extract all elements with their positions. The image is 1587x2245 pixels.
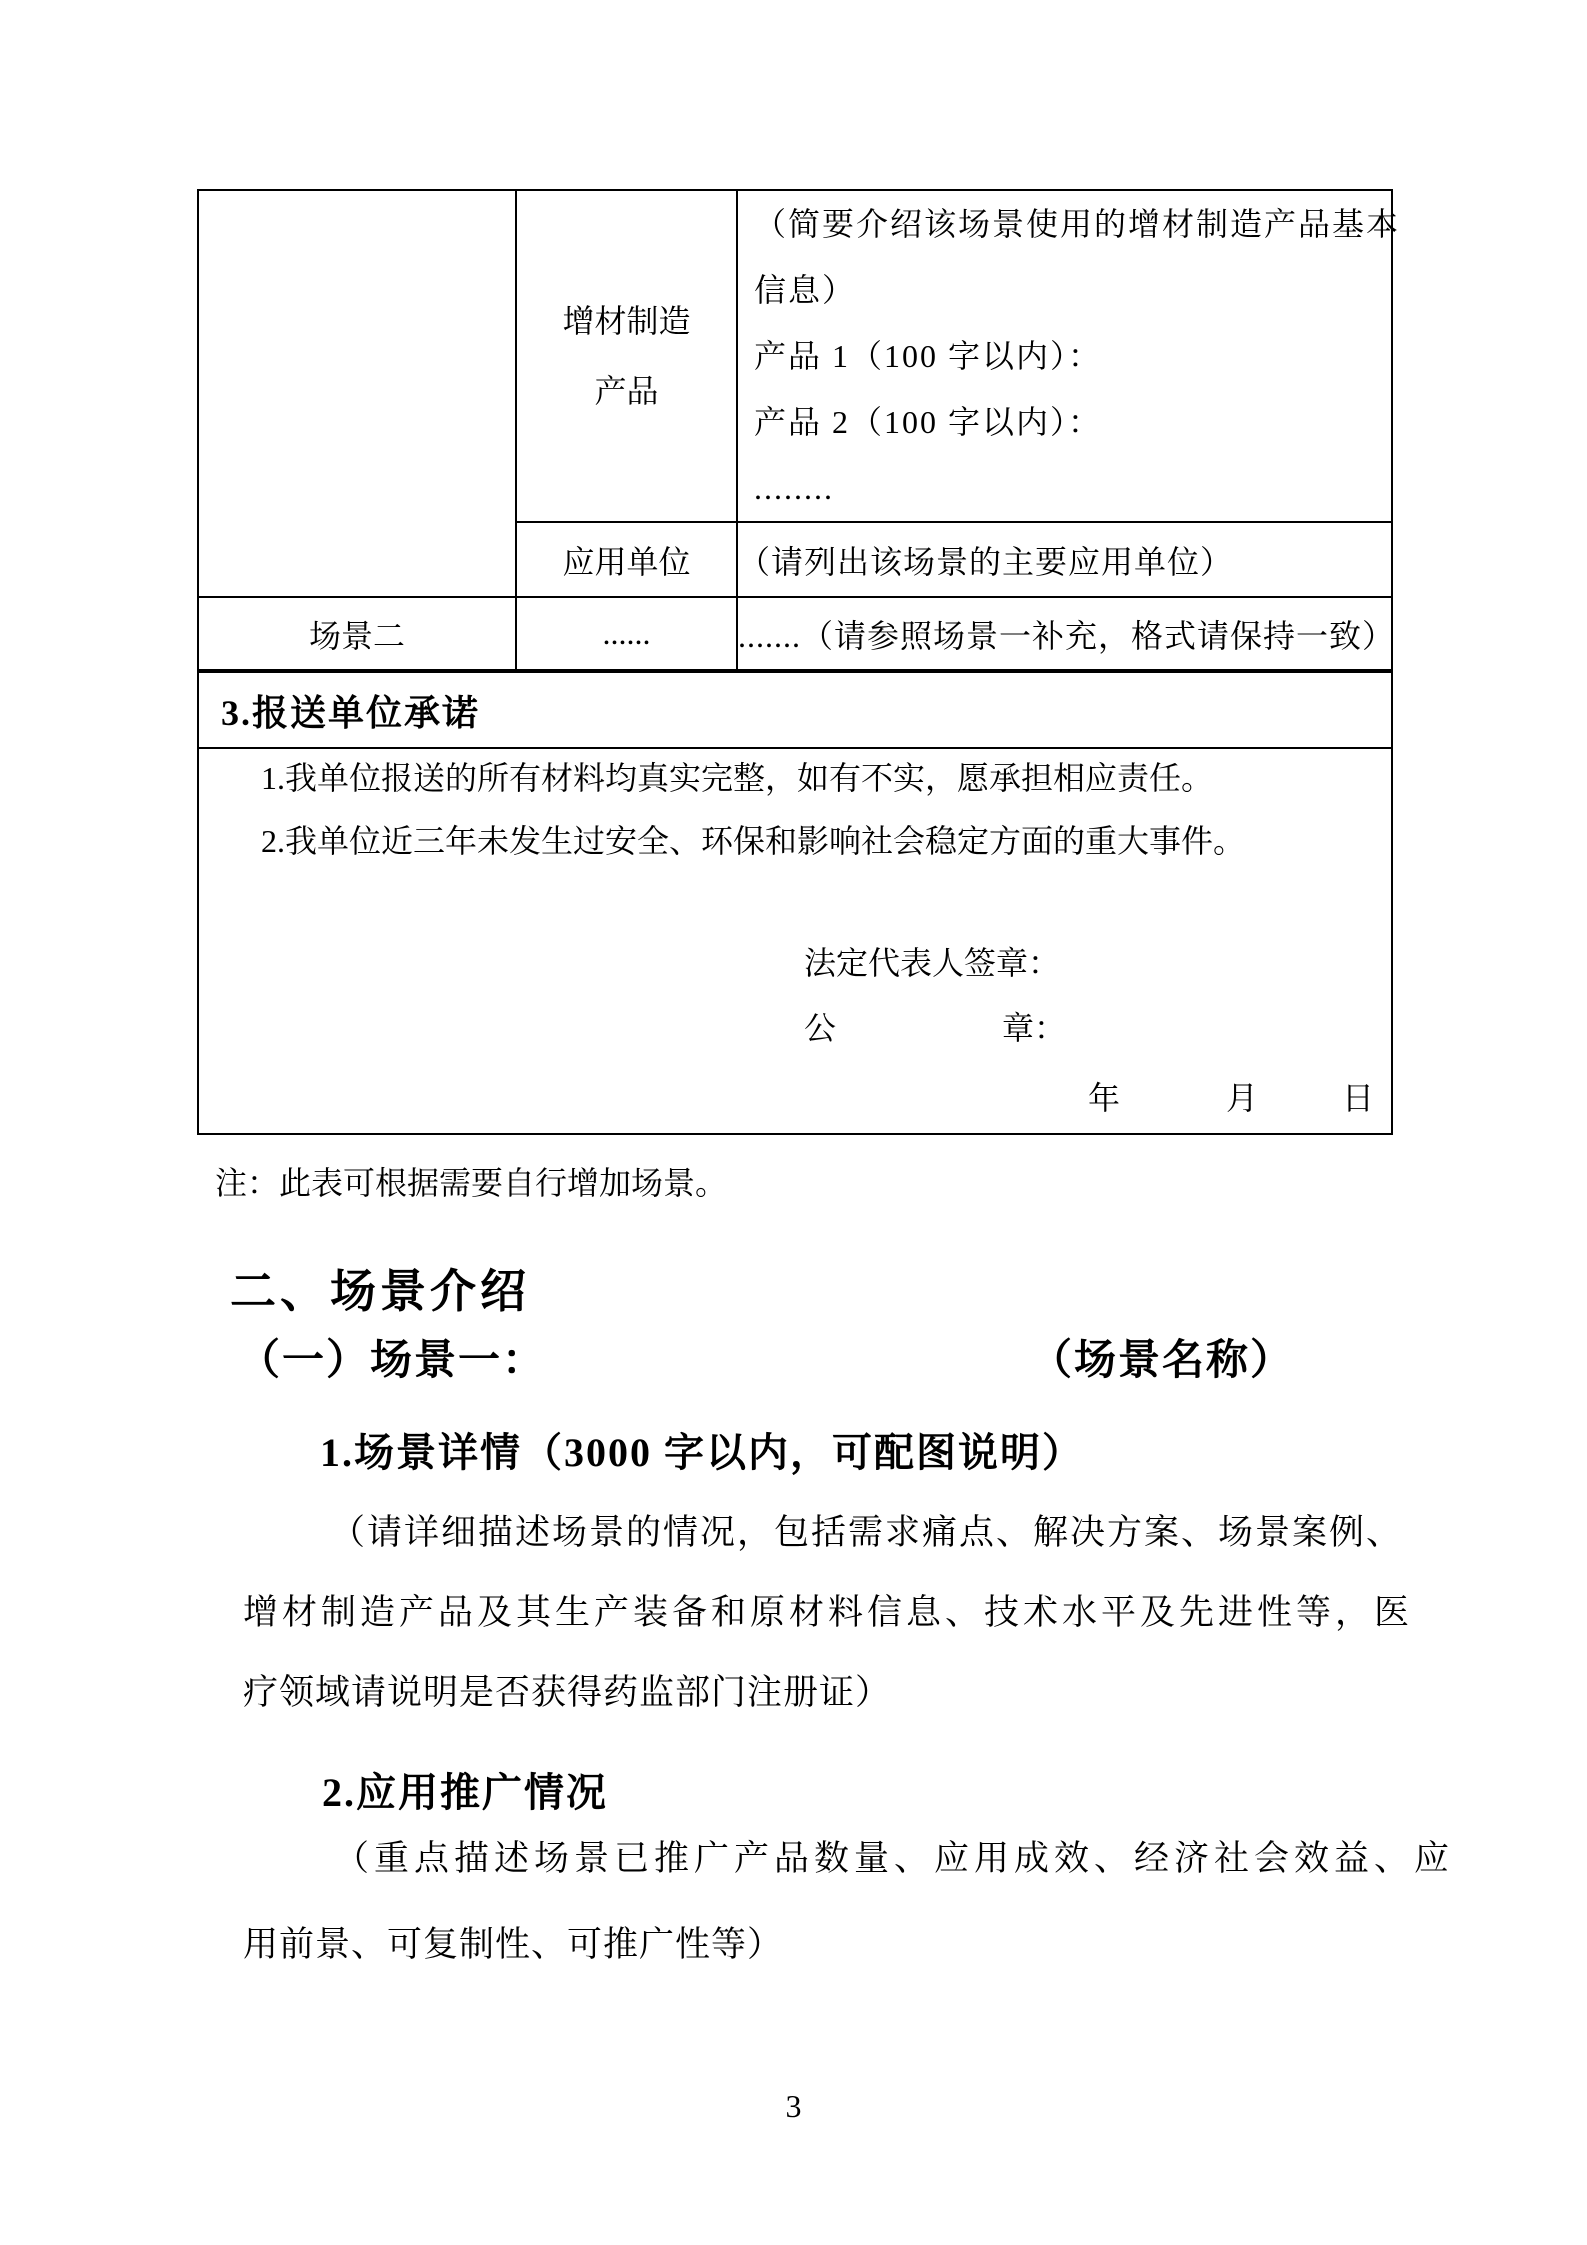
scene-two-label-cell: 场景二 [198,597,516,671]
signature-label: 法定代表人签章： [804,945,1061,981]
scene-two-content-cell: .......（请参照场景一补充，格式请保持一致） [737,597,1392,671]
promo-paragraph-line: 用前景、可复制性、可推广性等） [243,1925,784,1964]
detail-heading: 1.场景详情（3000 字以内，可配图说明） [320,1430,1084,1475]
date-year-label: 年 [1088,1080,1121,1116]
detail-paragraph-line: 增材制造产品及其生产装备和原材料信息、技术水平及先进性等，医 [243,1593,1414,1632]
table-row [198,597,1392,671]
application-unit-label-cell: 应用单位 [516,522,737,597]
sub-heading-scene-name: （场景名称） [1030,1338,1295,1384]
scene-two-ellipsis-cell: ...... [516,597,737,671]
products-content-cell [737,190,1401,522]
application-unit-content-cell: （请列出该场景的主要应用单位） [737,522,1392,597]
table-note: 注：此表可根据需要自行增加场景。 [215,1165,728,1201]
scene-one-merged-cell [198,190,516,597]
page-number: 3 [785,2088,802,2124]
products-content-line: （简要介绍该场景使用的增材制造产品基本 [754,206,1401,242]
detail-paragraph-line: 疗领域请说明是否获得药监部门注册证） [243,1673,892,1712]
seal-label-right: 章： [1002,1010,1067,1046]
table-row [198,671,1392,748]
products-content-line: 信息） [754,272,857,308]
detail-paragraph-line: （请详细描述场景的情况，包括需求痛点、解决方案、场景案例、 [330,1513,1404,1552]
scene-summary-table [197,189,1401,1135]
seal-label-left: 公 [804,1010,837,1046]
promo-heading: 2.应用推广情况 [322,1770,608,1815]
products-label-line: 产品 [594,373,659,409]
promo-paragraph-line: （重点描述场景已推广产品数量、应用成效、经济社会效益、应 [334,1839,1455,1878]
date-month-label: 月 [1226,1080,1259,1116]
commitment-item: 1.我单位报送的所有材料均真实完整，如有不实，愿承担相应责任。 [261,760,1214,796]
date-day-label: 日 [1342,1080,1375,1116]
products-label-cell [516,190,737,522]
table-row [198,748,1392,1134]
commitment-body-cell [198,748,1392,1134]
table-row [198,190,1392,522]
products-content-line: ........ [754,470,834,506]
products-content-line: 产品 2（100 字以内）： [754,404,1103,440]
sub-heading-scene-one: （一）场景一： [238,1338,547,1384]
commitment-item: 2.我单位近三年未发生过安全、环保和影响社会稳定方面的重大事件。 [261,823,1246,859]
commitment-header-cell: 3.报送单位承诺 [198,671,1392,748]
products-content-line: 产品 1（100 字以内）： [754,338,1103,374]
products-label-line: 增材制造 [562,303,691,339]
section-heading: 二、场景介绍 [230,1266,530,1317]
